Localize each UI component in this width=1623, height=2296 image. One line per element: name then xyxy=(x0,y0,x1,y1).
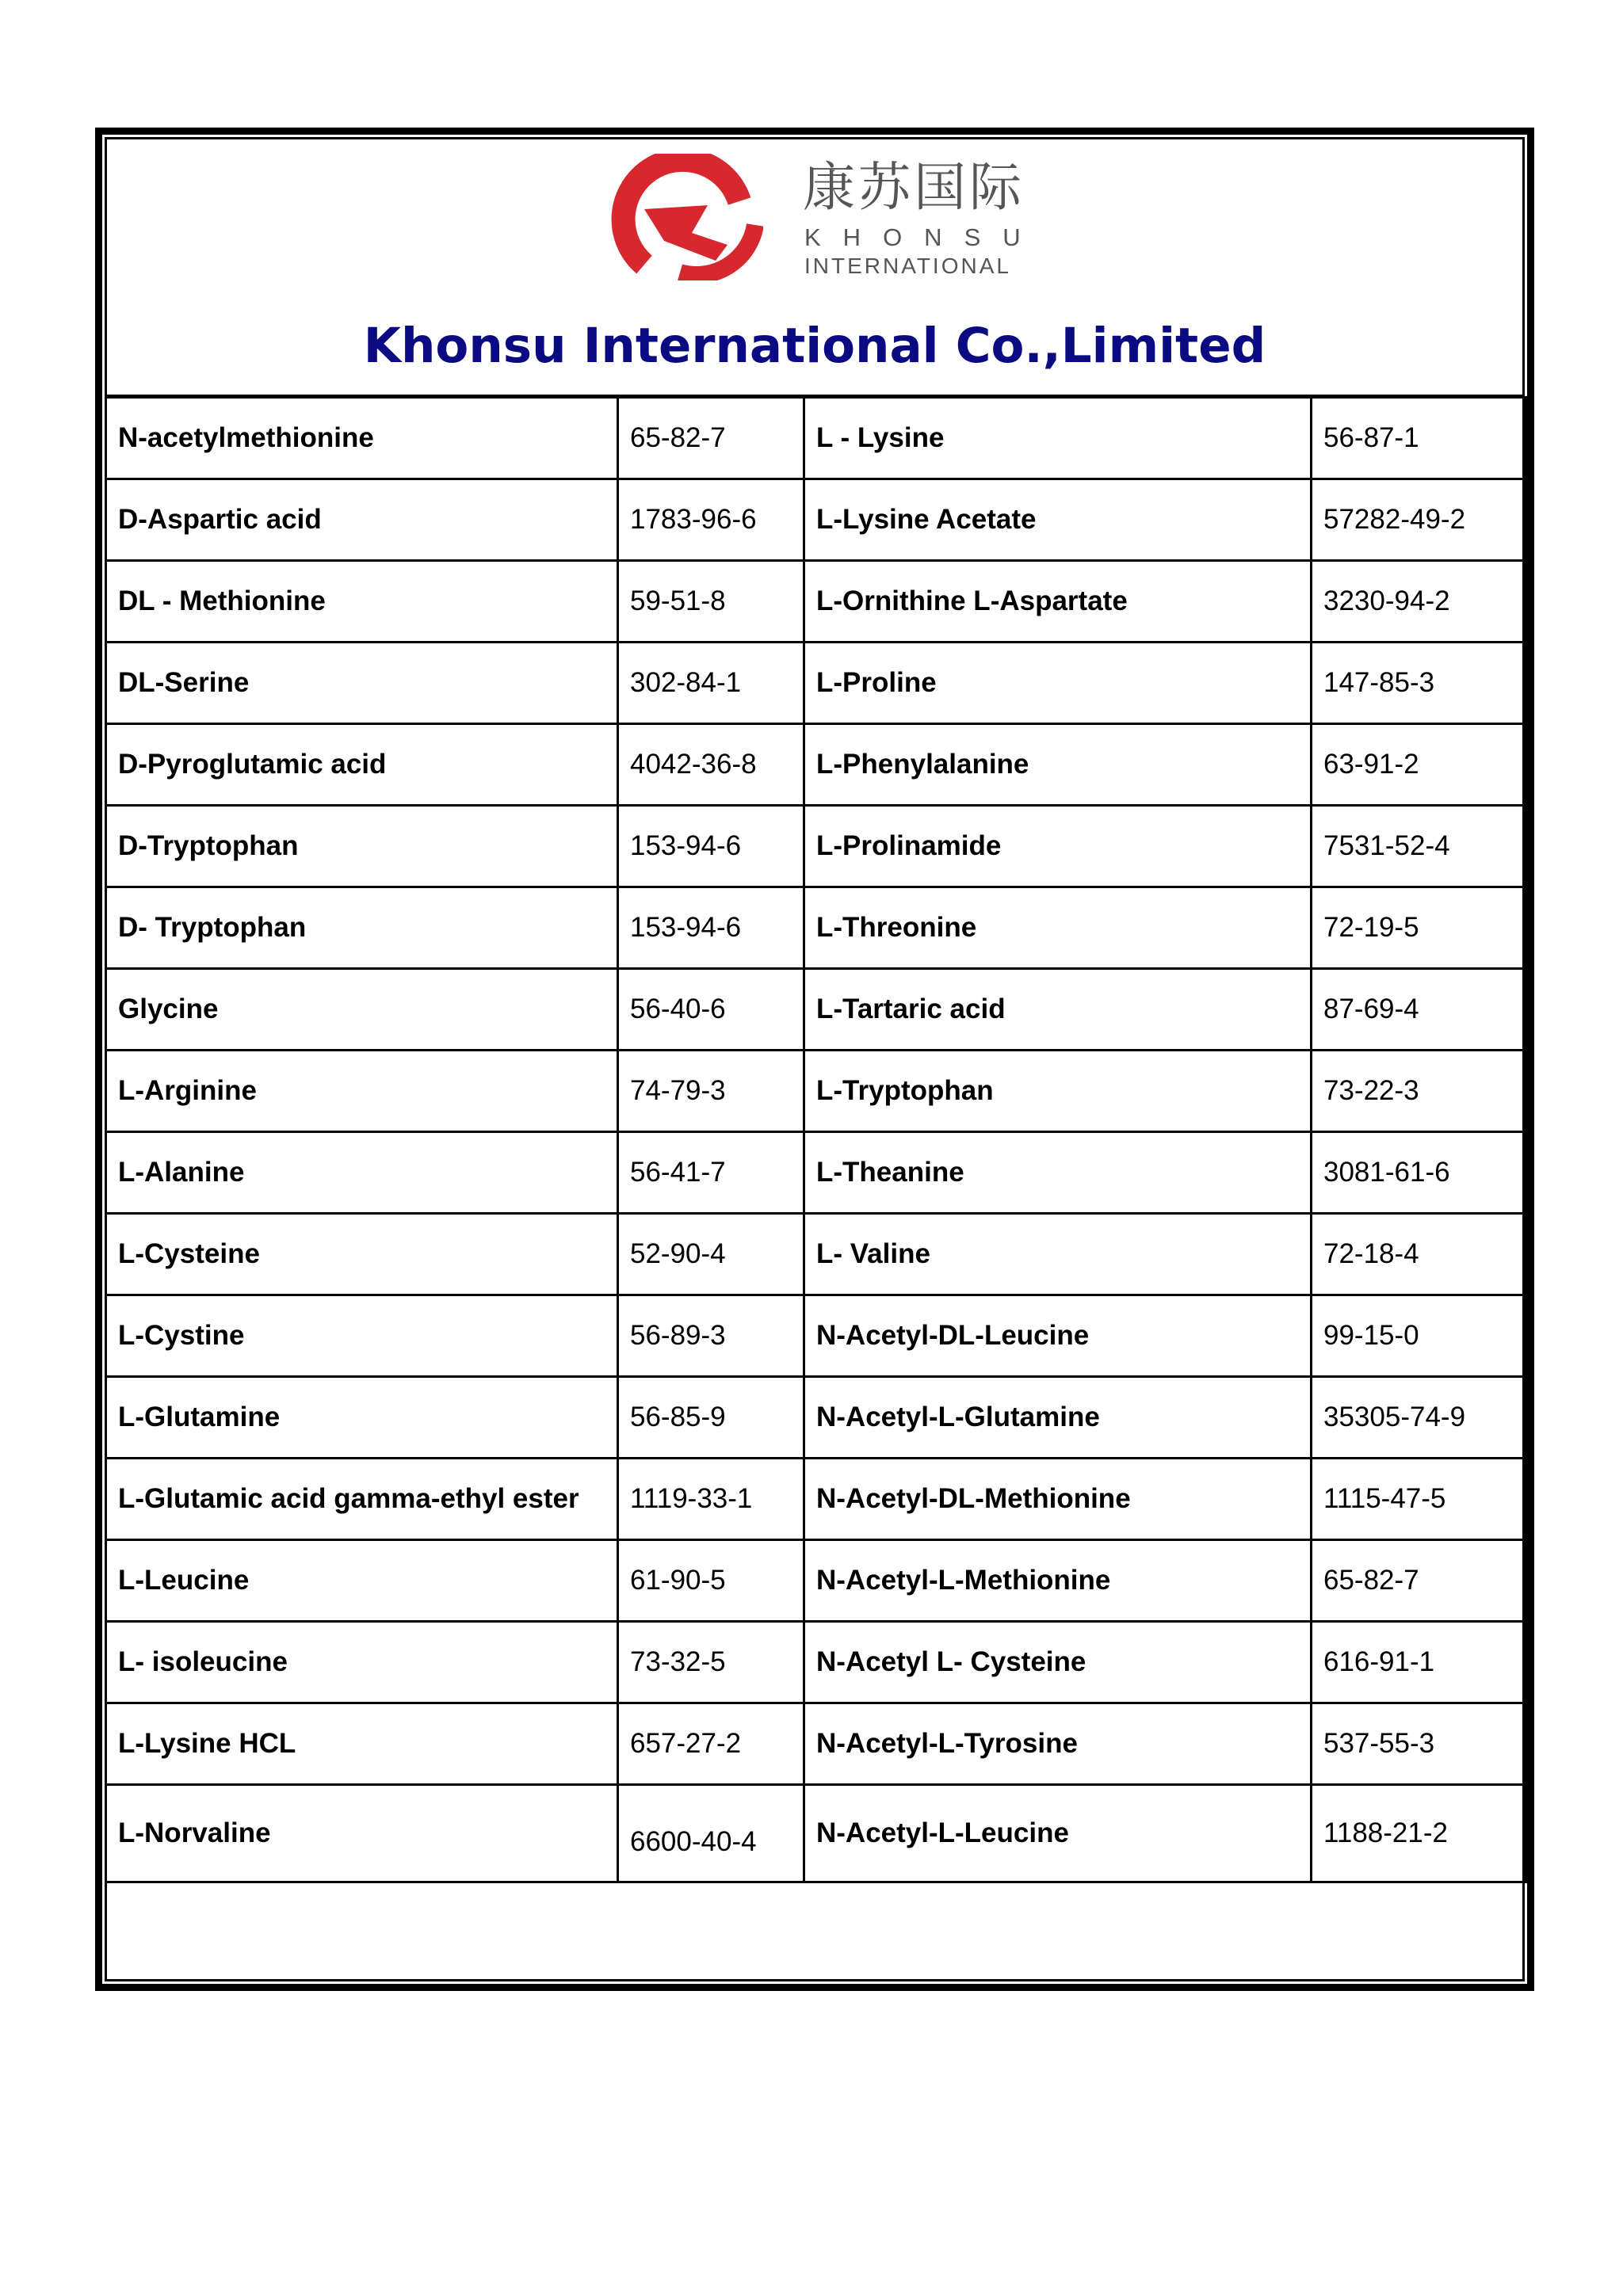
company-title: Khonsu International Co.,Limited xyxy=(363,318,1266,374)
product-name-left: L-Leucine xyxy=(106,1540,618,1622)
product-name-right: L-Phenylalanine xyxy=(804,724,1312,806)
cas-number-left: 302-84-1 xyxy=(618,643,804,724)
table-row xyxy=(106,1377,1526,1459)
table-row xyxy=(106,1051,1526,1132)
product-name-right: N-Acetyl-L-Glutamine xyxy=(804,1377,1312,1459)
cas-number-left: 1783-96-6 xyxy=(618,479,804,561)
cas-number-right: 63-91-2 xyxy=(1312,724,1526,806)
table-row xyxy=(106,561,1526,643)
table-row xyxy=(106,887,1526,969)
product-name-right: N-Acetyl L- Cysteine xyxy=(804,1622,1312,1703)
cas-number-right: 72-19-5 xyxy=(1312,887,1526,969)
product-name-left: L-Cystine xyxy=(106,1295,618,1377)
product-name-left: L-Lysine HCL xyxy=(106,1703,618,1785)
cas-number-right: 7531-52-4 xyxy=(1312,806,1526,887)
cas-number-right: 73-22-3 xyxy=(1312,1051,1526,1132)
table-row xyxy=(106,479,1526,561)
cas-number-left: 56-85-9 xyxy=(618,1377,804,1459)
product-name-left: L-Glutamine xyxy=(106,1377,618,1459)
product-name-right: L - Lysine xyxy=(804,398,1312,479)
product-name-left: DL-Serine xyxy=(106,643,618,724)
logo-latin-line1: KHONSU xyxy=(804,223,1043,251)
cas-number-left: 1119-33-1 xyxy=(618,1459,804,1540)
cas-number-right: 35305-74-9 xyxy=(1312,1377,1526,1459)
cas-number-left: 59-51-8 xyxy=(618,561,804,643)
logo-latin-line2: INTERNATIONAL xyxy=(804,254,1011,278)
cas-number-right: 72-18-4 xyxy=(1312,1214,1526,1295)
cas-number-left: 4042-36-8 xyxy=(618,724,804,806)
cas-number-left: 6600-40-4 xyxy=(618,1785,804,1882)
product-name-right: L- Valine xyxy=(804,1214,1312,1295)
table-row xyxy=(106,969,1526,1051)
cas-number-left: 74-79-3 xyxy=(618,1051,804,1132)
cas-number-right: 99-15-0 xyxy=(1312,1295,1526,1377)
cas-number-right: 65-82-7 xyxy=(1312,1540,1526,1622)
product-name-right: L-Tryptophan xyxy=(804,1051,1312,1132)
table-row xyxy=(106,1132,1526,1214)
product-name-left: L- isoleucine xyxy=(106,1622,618,1703)
cas-number-right: 57282-49-2 xyxy=(1312,479,1526,561)
cas-number-left: 56-89-3 xyxy=(618,1295,804,1377)
logo-chinese-name: 康苏国际 xyxy=(803,157,1025,218)
product-name-right: L-Theanine xyxy=(804,1132,1312,1214)
product-table xyxy=(105,396,1527,1883)
cas-number-right: 87-69-4 xyxy=(1312,969,1526,1051)
table-row xyxy=(106,724,1526,806)
table-row xyxy=(106,1622,1526,1703)
khonsu-logo-icon xyxy=(597,154,763,280)
cas-number-left: 657-27-2 xyxy=(618,1703,804,1785)
product-name-right: L-Ornithine L-Aspartate xyxy=(804,561,1312,643)
cas-number-right: 3230-94-2 xyxy=(1312,561,1526,643)
product-name-right: N-Acetyl-L-Methionine xyxy=(804,1540,1312,1622)
product-name-left: L-Arginine xyxy=(106,1051,618,1132)
product-name-left: L-Norvaline xyxy=(106,1785,618,1882)
product-name-right: N-Acetyl-L-Leucine xyxy=(804,1785,1312,1882)
cas-number-left: 153-94-6 xyxy=(618,887,804,969)
table-row xyxy=(106,1214,1526,1295)
product-name-left: Glycine xyxy=(106,969,618,1051)
product-name-left: D-Pyroglutamic acid xyxy=(106,724,618,806)
cas-number-right: 1188-21-2 xyxy=(1312,1785,1526,1882)
cas-number-left: 61-90-5 xyxy=(618,1540,804,1622)
cas-number-left: 65-82-7 xyxy=(618,398,804,479)
table-row xyxy=(106,643,1526,724)
product-name-left: D-Tryptophan xyxy=(106,806,618,887)
product-name-left: D- Tryptophan xyxy=(106,887,618,969)
table-row xyxy=(106,1540,1526,1622)
table-row xyxy=(106,1703,1526,1785)
product-name-left: L-Alanine xyxy=(106,1132,618,1214)
product-name-left: N-acetylmethionine xyxy=(106,398,618,479)
cas-number-right: 56-87-1 xyxy=(1312,398,1526,479)
product-name-right: N-Acetyl-DL-Leucine xyxy=(804,1295,1312,1377)
product-name-right: N-Acetyl-L-Tyrosine xyxy=(804,1703,1312,1785)
table-row xyxy=(106,1295,1526,1377)
product-name-right: L-Lysine Acetate xyxy=(804,479,1312,561)
cas-number-left: 153-94-6 xyxy=(618,806,804,887)
product-name-right: N-Acetyl-DL-Methionine xyxy=(804,1459,1312,1540)
cas-number-left: 73-32-5 xyxy=(618,1622,804,1703)
product-name-right: L-Proline xyxy=(804,643,1312,724)
product-name-right: L-Tartaric acid xyxy=(804,969,1312,1051)
table-row xyxy=(106,806,1526,887)
product-name-right: L-Prolinamide xyxy=(804,806,1312,887)
cas-number-right: 616-91-1 xyxy=(1312,1622,1526,1703)
cas-number-left: 56-40-6 xyxy=(618,969,804,1051)
table-row xyxy=(106,1459,1526,1540)
table-row xyxy=(106,1785,1526,1882)
cas-number-right: 147-85-3 xyxy=(1312,643,1526,724)
cas-number-left: 56-41-7 xyxy=(618,1132,804,1214)
product-name-left: DL - Methionine xyxy=(106,561,618,643)
product-name-left: L-Cysteine xyxy=(106,1214,618,1295)
cas-number-left: 52-90-4 xyxy=(618,1214,804,1295)
table-row xyxy=(106,398,1526,479)
page-header xyxy=(107,139,1522,398)
cas-number-right: 3081-61-6 xyxy=(1312,1132,1526,1214)
product-name-right: L-Threonine xyxy=(804,887,1312,969)
cas-number-right: 537-55-3 xyxy=(1312,1703,1526,1785)
product-name-left: D-Aspartic acid xyxy=(106,479,618,561)
cas-number-right: 1115-47-5 xyxy=(1312,1459,1526,1540)
product-name-left: L-Glutamic acid gamma-ethyl ester xyxy=(106,1459,618,1540)
